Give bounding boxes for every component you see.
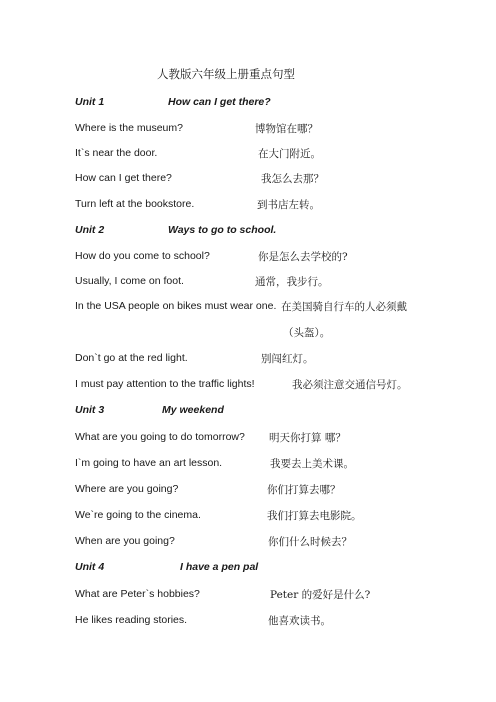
sentence-zh: 在美国骑自行车的人必须戴 bbox=[281, 301, 407, 313]
sentence-zh: 博物馆在哪？ bbox=[255, 123, 318, 135]
sentence-en: How do you come to school? bbox=[75, 250, 210, 262]
page-title: 人教版六年级上册重点句型 bbox=[157, 67, 295, 81]
sentence-en: Don`t go at the red light. bbox=[75, 352, 188, 364]
sentence-zh: 你是怎么去学校的? bbox=[258, 251, 348, 263]
sentence-zh: 到书店左转。 bbox=[257, 199, 320, 211]
sentence-en: What are Peter`s hobbies? bbox=[75, 588, 200, 600]
sentence-zh: 我必须注意交通信号灯。 bbox=[292, 379, 408, 391]
sentence-en: We`re going to the cinema. bbox=[75, 509, 201, 521]
sentence-en: Turn left at the bookstore. bbox=[75, 198, 195, 210]
sentence-zh: Peter 的爱好是什么? bbox=[270, 589, 371, 601]
sentence-zh: 你们打算去哪？ bbox=[267, 484, 341, 496]
sentence-en: He likes reading stories. bbox=[75, 614, 188, 626]
sentence-zh: 别闯红灯。 bbox=[261, 353, 314, 365]
sentence-en: Where are you going? bbox=[75, 483, 179, 495]
sentence-zh: 明天你打算 哪？ bbox=[269, 432, 346, 444]
unit-4-title: I have a pen pal bbox=[180, 561, 259, 573]
sentence-zh-continued: （头盔）。 bbox=[283, 327, 331, 339]
sentence-en: When are you going? bbox=[75, 535, 175, 547]
unit-3-label: Unit 3 bbox=[75, 404, 105, 416]
unit-2-label: Unit 2 bbox=[75, 224, 105, 236]
sentence-zh: 我怎么去那？ bbox=[261, 173, 324, 185]
sentence-zh: 他喜欢读书。 bbox=[268, 615, 331, 627]
sentence-zh: 我们打算去电影院。 bbox=[267, 510, 362, 522]
sentence-en: I`m going to have an art lesson. bbox=[75, 457, 223, 469]
unit-1-title: How can I get there? bbox=[168, 96, 271, 108]
unit-1-label: Unit 1 bbox=[75, 96, 105, 108]
sentence-en: What are you going to do tomorrow? bbox=[75, 431, 245, 443]
sentence-en: How can I get there? bbox=[75, 172, 172, 184]
sentence-en: I must pay attention to the traffic lights! bbox=[75, 378, 255, 390]
unit-4-label: Unit 4 bbox=[75, 561, 105, 573]
sentence-zh: 在大门附近。 bbox=[258, 148, 321, 160]
sentence-en: In the USA people on bikes must wear one. bbox=[75, 300, 277, 312]
sentence-en: Usually, I come on foot. bbox=[75, 275, 184, 287]
unit-2-title: Ways to go to school. bbox=[168, 224, 277, 236]
unit-3-title: My weekend bbox=[162, 404, 224, 416]
sentence-zh: 你们什么时候去？ bbox=[268, 536, 352, 548]
sentence-zh: 通常，我步行。 bbox=[255, 276, 329, 288]
sentence-zh: 我要去上美术课。 bbox=[270, 458, 354, 470]
sentence-en: Where is the museum? bbox=[75, 122, 183, 134]
sentence-en: It`s near the door. bbox=[75, 147, 158, 159]
